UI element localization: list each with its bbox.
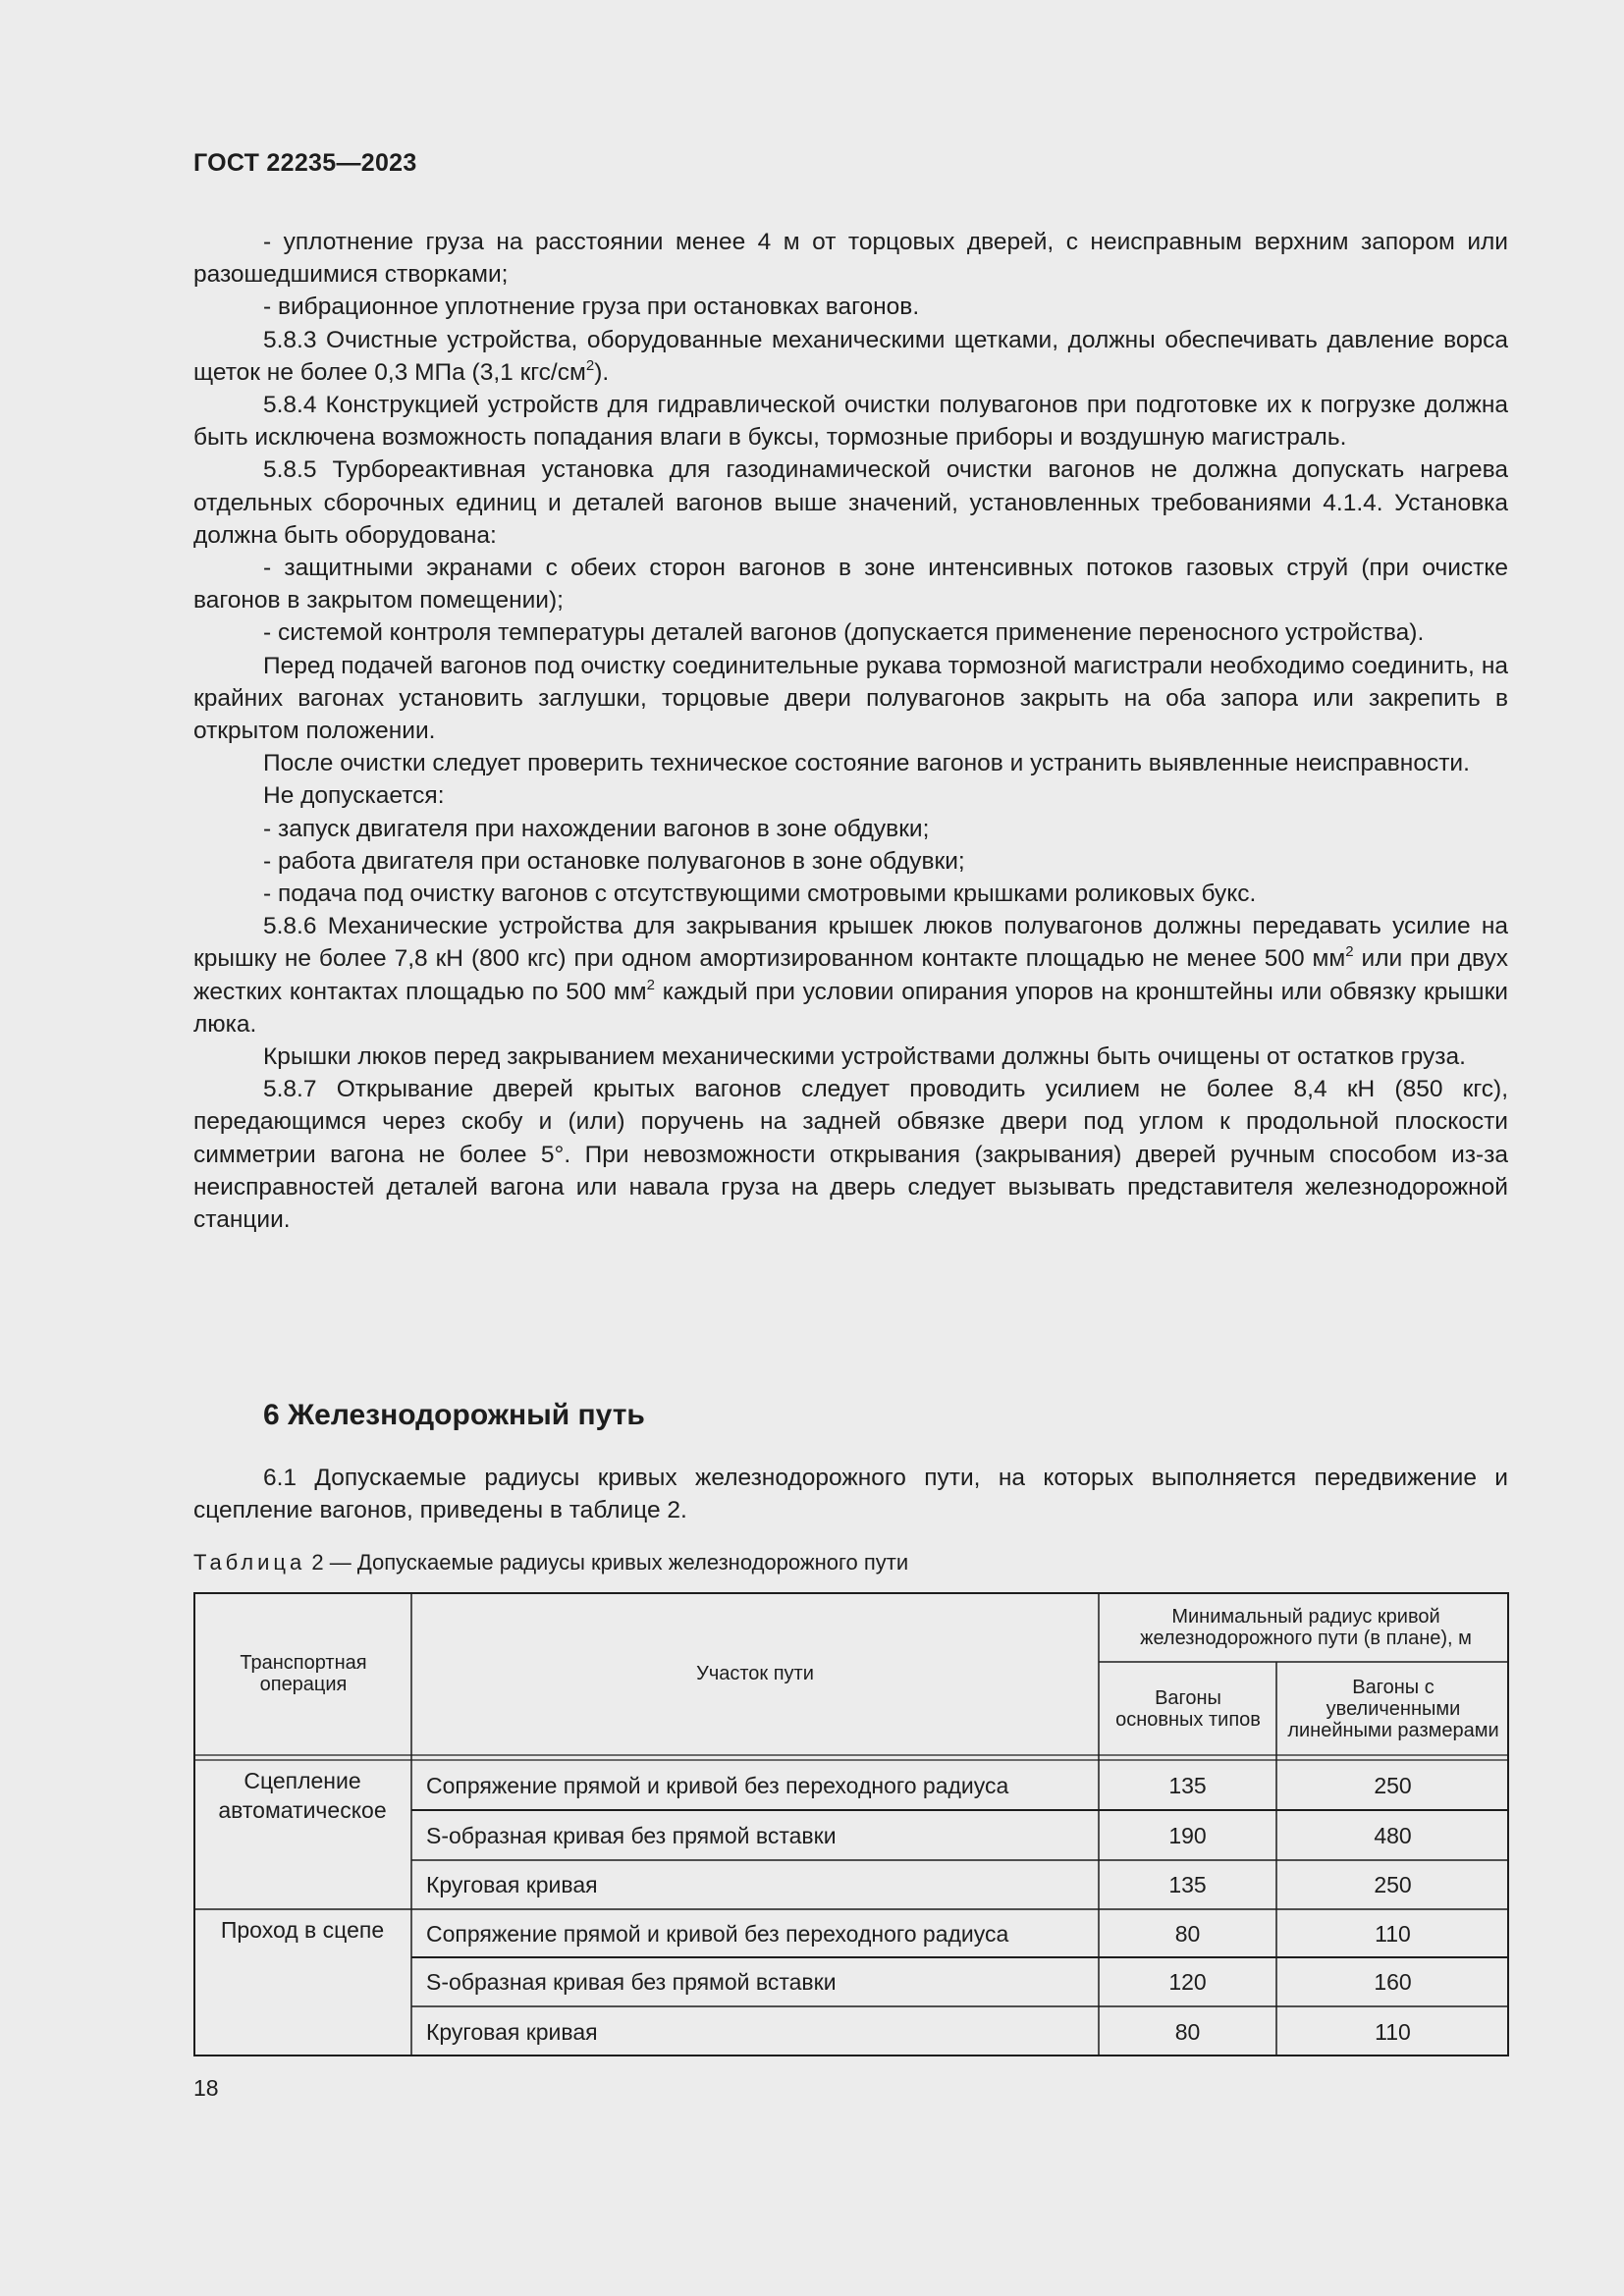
row-section-cell: Сопряжение прямой и кривой без переходного радиуса [426, 1772, 1009, 1798]
row-basic-cell: 135 [1168, 1772, 1207, 1798]
superscript: 2 [585, 356, 595, 374]
paragraph-5-8-4: 5.8.4 Конструкцией устройств для гидравлической очистки полувагонов при подготовке их к погрузке должна быть исключена возможность попадания влаги в буксы, тормозные приборы и воздушную магистраль. [193, 392, 1508, 452]
group-operation-cell: Проход в сцепе [220, 1917, 385, 1943]
superscript: 2 [1345, 943, 1354, 961]
superscript: 2 [646, 976, 655, 993]
paragraph: - защитными экранами с обеих сторон вагонов в зоне интенсивных потоков газовых струй (при очистке вагонов в закрытом помещении); [193, 555, 1508, 614]
row-enlarged-cell: 160 [1374, 1969, 1412, 1995]
paragraph: - системой контроля температуры деталей вагонов (допускается применение переносного устройства). [263, 619, 1425, 647]
header-section: Участок пути [696, 1663, 814, 1684]
row-enlarged-cell: 110 [1375, 1920, 1411, 1947]
table-caption-label: Таблица [193, 1550, 306, 1575]
paragraph-5-8-5: 5.8.5 Турбореактивная установка для газодинамической очистки вагонов не должна допускать нагрева отдельных сборочных единиц и деталей вагонов выше значений, установленных требованиями 4.1.4. Установка должна быть оборудована: [193, 456, 1508, 549]
paragraph-5-8-3 [193, 324, 1508, 389]
table-caption [193, 1550, 908, 1575]
header-radius-group: Минимальный радиус кривой железнодорожного пути (в плане), м [1140, 1605, 1472, 1649]
document-header: ГОСТ 22235—2023 [193, 149, 417, 177]
paragraph: Не допускается: [263, 782, 445, 810]
paragraph-6-1: 6.1 Допускаемые радиусы кривых железнодорожного пути, на которых выполняется передвижение и сцепление вагонов, приведены в таблице 2. [193, 1465, 1508, 1524]
row-section-cell: Сопряжение прямой и кривой без переходного радиуса [426, 1920, 1009, 1947]
header-operation: Транспортная операция [240, 1652, 367, 1695]
table-caption-text: 2 — Допускаемые радиусы кривых железнодорожного пути [305, 1550, 909, 1575]
row-section-cell: Круговая кривая [426, 2018, 598, 2045]
paragraph-text: или при двух жестких контактах площадью по 500 мм [193, 945, 1508, 1005]
header-basic: Вагоны основных типов [1115, 1686, 1261, 1731]
paragraph-5-8-6 [193, 910, 1508, 1041]
row-enlarged-cell: 250 [1374, 1872, 1412, 1897]
row-basic-cell: 80 [1174, 1920, 1201, 1947]
document-body [193, 226, 1508, 1236]
header-enlarged: Вагоны с увеличенными линейными размерами [1287, 1676, 1499, 1741]
row-basic-cell: 135 [1168, 1872, 1207, 1897]
row-section-cell: Круговая кривая [426, 1872, 598, 1897]
row-enlarged-cell: 110 [1375, 2018, 1411, 2045]
row-enlarged-cell: 480 [1374, 1822, 1412, 1848]
radius-table [193, 1592, 1509, 2056]
row-basic-cell: 190 [1168, 1822, 1207, 1848]
paragraph: - запуск двигателя при нахождении вагонов в зоне обдувки; [263, 815, 930, 842]
group-operation-cell: Сцепление автоматическое [218, 1768, 387, 1823]
row-enlarged-cell: 250 [1374, 1772, 1412, 1798]
paragraph: - подача под очистку вагонов с отсутствующими смотровыми крышками роликовых букс. [263, 881, 1257, 908]
paragraph: Крышки люков перед закрыванием механическими устройствами должны быть очищены от остатков груза. [263, 1043, 1466, 1071]
paragraph: - работа двигателя при остановке полувагонов в зоне обдувки; [263, 847, 965, 875]
row-basic-cell: 120 [1168, 1969, 1207, 1995]
page-number: 18 [193, 2075, 219, 2101]
row-section-cell: S-образная кривая без прямой вставки [426, 1969, 837, 1995]
section-title: 6 Железнодорожный путь [263, 1399, 645, 1431]
paragraph-5-8-7: 5.8.7 Открывание дверей крытых вагонов следует проводить усилием не более 8,4 кН (850 кгс), передающимся через скобу и (или) поручень на задней обвязке двери под углом к продольной плоскости симметрии вагона не более 5°. При невозможности открывания (закрывания) дверей ручным способом из-за неисправностей деталей вагона или навала груза на дверь следует вызывать представителя железнодорожной станции. [193, 1076, 1508, 1234]
row-basic-cell: 80 [1174, 2018, 1201, 2045]
row-section-cell: S-образная кривая без прямой вставки [426, 1822, 837, 1848]
paragraph: - вибрационное уплотнение груза при остановках вагонов. [263, 294, 920, 321]
paragraph-text: 5.8.6 Механические устройства для закрывания крышек люков полувагонов должны передавать усилие на крышку не более 7,8 кН (800 кгс) при одном амортизированном контакте площадью не менее 500 мм [193, 913, 1508, 973]
paragraph-text: ). [594, 358, 610, 386]
paragraph: После очистки следует проверить техническое состояние вагонов и устранить выявленные неисправности. [263, 750, 1470, 777]
paragraph: - уплотнение груза на расстоянии менее 4 м от торцовых дверей, с неисправным верхним запором или разошедшимися створками; [193, 229, 1508, 289]
paragraph: Перед подачей вагонов под очистку соединительные рукава тормозной магистрали необходимо соединить, на крайних вагонах установить заглушки, торцовые двери полувагонов закрыть на оба запора или закрепить в открытом положении. [193, 652, 1508, 745]
paragraph-text: каждый при условии опирания упоров на кронштейны или обвязку крышки люка. [193, 978, 1508, 1038]
paragraph-text: 5.8.3 Очистные устройства, оборудованные механическими щетками, должны обеспечивать давление ворса щеток не более 0,3 МПа (3,1 кгс/см [193, 326, 1508, 386]
